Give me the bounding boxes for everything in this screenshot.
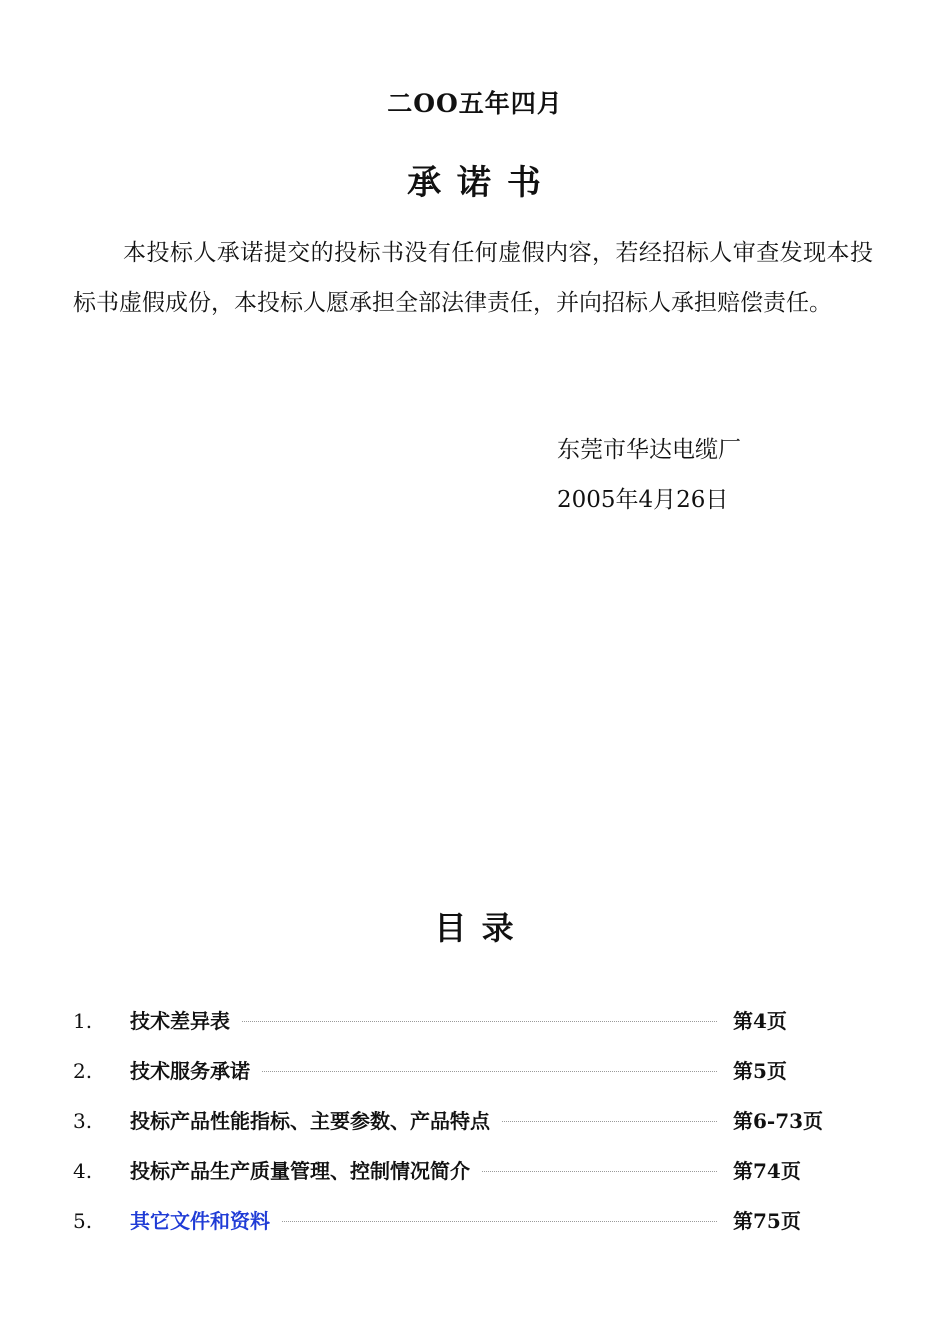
- toc-item-number: 1.: [73, 1009, 93, 1033]
- toc-item-link[interactable]: 其它文件和资料: [130, 1209, 270, 1233]
- toc-item-page: 第75页: [733, 1209, 801, 1233]
- signature-date: 2005年4月26日: [557, 487, 729, 513]
- toc-item-label: 技术差异表: [130, 1009, 230, 1033]
- toc-item-page: 第5页: [733, 1059, 787, 1083]
- toc-item-number: 4.: [73, 1159, 93, 1183]
- toc-item-label: 投标产品生产质量管理、控制情况简介: [130, 1159, 470, 1183]
- toc-title: 目 录: [434, 909, 516, 947]
- toc-leader-dots: [242, 1021, 717, 1022]
- toc-item-number: 3.: [73, 1109, 93, 1133]
- pledge-body: 本投标人承诺提交的投标书没有任何虚假内容，若经招标人审查发现本投标书虚假成份，本投标人愿承担全部法律责任，并向招标人承担赔偿责任。: [73, 240, 873, 316]
- toc-item-number: 2.: [73, 1059, 93, 1083]
- toc-item: [73, 1155, 833, 1205]
- toc-item-label: 技术服务承诺: [130, 1059, 250, 1083]
- signature-company: 东莞市华达电缆厂: [557, 437, 741, 463]
- toc-item: [73, 1205, 833, 1255]
- toc-item-number: 5.: [73, 1209, 93, 1233]
- toc-item: [73, 1055, 833, 1105]
- date-heading: 二OO五年四月: [387, 89, 563, 118]
- toc-item: [73, 1105, 833, 1155]
- toc-list: [73, 1005, 833, 1255]
- toc-item-page: 第4页: [733, 1009, 787, 1033]
- pledge-title: 承 诺 书: [407, 163, 543, 203]
- toc-item: [73, 1005, 833, 1055]
- toc-item-page: 第6-73页: [733, 1109, 824, 1133]
- toc-item-page: 第74页: [733, 1159, 801, 1183]
- toc-leader-dots: [262, 1071, 717, 1072]
- toc-leader-dots: [482, 1171, 717, 1172]
- toc-item-label: 投标产品性能指标、主要参数、产品特点: [130, 1109, 490, 1133]
- toc-leader-dots: [502, 1121, 717, 1122]
- toc-leader-dots: [282, 1221, 717, 1222]
